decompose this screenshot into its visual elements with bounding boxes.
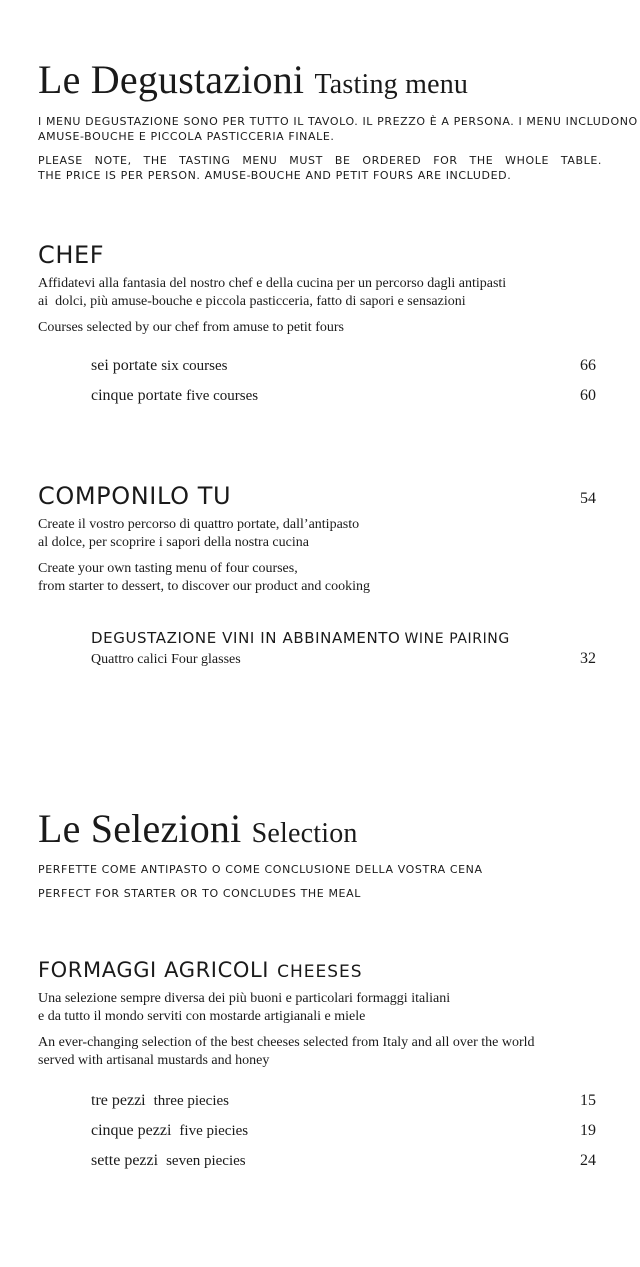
item-name-english: six courses bbox=[161, 358, 228, 374]
desc-line: Affidatevi alla fantasia del nostro chef e della cucina per un percorso dagli antipasti bbox=[38, 276, 507, 291]
section-heading-formaggi bbox=[38, 960, 363, 981]
section-heading-componilo: COMPONILO TU bbox=[38, 482, 232, 510]
pairing-subtitle: WINE PAIRING bbox=[404, 631, 510, 647]
item-name-english: three piecies bbox=[153, 1093, 229, 1109]
desc-line: served with artisanal mustards and honey bbox=[38, 1053, 270, 1068]
page-title-selezioni bbox=[38, 806, 358, 851]
componilo-description-italian bbox=[38, 516, 359, 552]
desc-line: e da tutto il mondo serviti con mostarde artigianali e miele bbox=[38, 1009, 366, 1024]
desc-line: al dolce, per scoprire i sapori della nostra cucina bbox=[38, 535, 309, 550]
section-heading-chef: CHEF bbox=[38, 241, 105, 269]
desc-line: from starter to dessert, to discover our product and cooking bbox=[38, 579, 371, 594]
title-subtitle: Tasting menu bbox=[314, 69, 469, 100]
item-price: 66 bbox=[580, 357, 596, 374]
item-name-italian: cinque pezzi bbox=[91, 1122, 172, 1139]
title-main: Le Selezioni bbox=[38, 806, 242, 851]
menu-item bbox=[91, 386, 258, 406]
item-price: 24 bbox=[580, 1152, 596, 1169]
note-line: AMUSE-BOUCHE E PICCOLA PASTICCERIA FINALE. bbox=[38, 130, 335, 143]
wine-pairing-description: Quattro calici Four glasses bbox=[91, 652, 241, 667]
tasting-note-italian bbox=[38, 114, 638, 144]
title-subtitle: Selection bbox=[251, 818, 358, 849]
desc-line: Una selezione sempre diversa dei più buoni e particolari formaggi italiani bbox=[38, 991, 451, 1006]
note-line: I MENU DEGUSTAZIONE SONO PER TUTTO IL TAVOLO. IL PREZZO È A PERSONA. I MENU INCLUDONO bbox=[38, 115, 638, 128]
title-main: Le Degustazioni bbox=[38, 57, 305, 102]
wine-pairing-heading bbox=[91, 629, 510, 648]
menu-item bbox=[91, 1151, 246, 1171]
desc-line: An ever-changing selection of the best cheeses selected from Italy and all over the world bbox=[38, 1035, 535, 1050]
desc-line: Create il vostro percorso di quattro portate, dall’antipasto bbox=[38, 517, 360, 532]
desc-line: ai dolci, più amuse-bouche e piccola pasticceria, fatto di sapori e sensazioni bbox=[38, 294, 466, 309]
note-line: THE PRICE IS PER PERSON. AMUSE-BOUCHE AND PETIT FOURS ARE INCLUDED. bbox=[38, 169, 512, 182]
item-price: 19 bbox=[580, 1122, 596, 1139]
menu-item bbox=[91, 356, 227, 376]
formaggi-description-english bbox=[38, 1034, 535, 1070]
chef-description-english: Courses selected by our chef from amuse to petit fours bbox=[38, 320, 344, 335]
componilo-price: 54 bbox=[580, 490, 596, 507]
menu-item bbox=[91, 1091, 229, 1111]
item-name-english: five courses bbox=[186, 388, 259, 404]
item-price: 60 bbox=[580, 387, 596, 404]
item-price: 15 bbox=[580, 1092, 596, 1109]
page-title-degustazioni bbox=[38, 57, 469, 102]
formaggi-description-italian bbox=[38, 990, 450, 1026]
formaggi-title: FORMAGGI AGRICOLI bbox=[38, 958, 270, 982]
formaggi-subtitle: CHEESES bbox=[277, 962, 363, 982]
tasting-note-english bbox=[38, 153, 602, 183]
pairing-title: DEGUSTAZIONE VINI IN ABBINAMENTO bbox=[91, 629, 401, 647]
menu-item bbox=[91, 1121, 248, 1141]
note-line: PLEASE NOTE, THE TASTING MENU MUST BE ORDERED FOR THE WHOLE TABLE. bbox=[38, 154, 602, 167]
item-name-english: five piecies bbox=[179, 1123, 249, 1139]
wine-pairing-price: 32 bbox=[580, 650, 596, 667]
desc-line: Create your own tasting menu of four courses, bbox=[38, 561, 298, 576]
componilo-description-english bbox=[38, 560, 370, 596]
chef-description-italian bbox=[38, 275, 506, 311]
item-name-italian: tre pezzi bbox=[91, 1092, 146, 1109]
item-name-english: seven piecies bbox=[166, 1153, 246, 1169]
item-name-italian: cinque portate bbox=[91, 387, 183, 404]
selection-note-italian: PERFETTE COME ANTIPASTO O COME CONCLUSIONE DELLA VOSTRA CENA bbox=[38, 863, 483, 876]
selection-note-english: PERFECT FOR STARTER OR TO CONCLUDES THE MEAL bbox=[38, 887, 361, 900]
item-name-italian: sette pezzi bbox=[91, 1152, 159, 1169]
item-name-italian: sei portate bbox=[91, 357, 158, 374]
